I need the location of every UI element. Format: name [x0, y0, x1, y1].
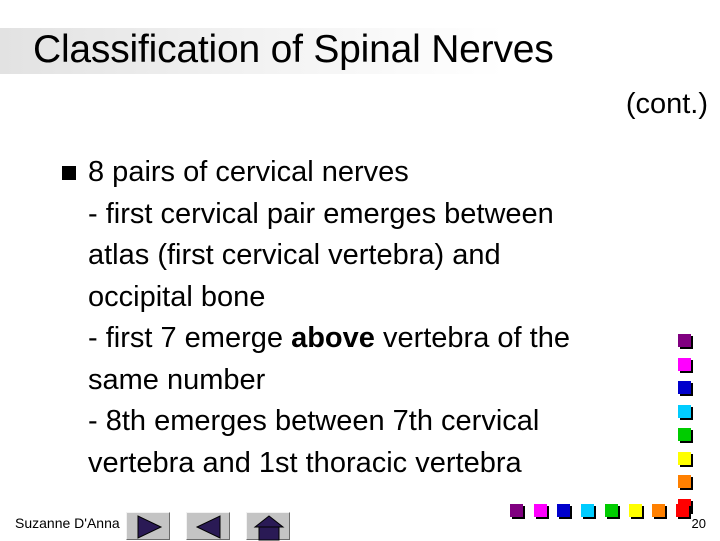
- decor-square: [678, 381, 691, 394]
- decor-square: [676, 504, 689, 517]
- bullet-square-icon: [62, 166, 76, 180]
- bullet-line-8: vertebra and 1st thoracic vertebra: [88, 446, 522, 479]
- slide-title: Classification of Spinal Nerves: [33, 28, 554, 71]
- decor-square: [678, 405, 691, 418]
- page-number: 20: [691, 516, 706, 531]
- bullet-line-2: - first cervical pair emerges between: [88, 197, 554, 230]
- previous-slide-button[interactable]: [186, 512, 230, 540]
- decor-square: [678, 358, 691, 371]
- bullet-line-3: atlas (first cervical vertebra) and: [88, 239, 501, 271]
- play-left-icon: [187, 513, 231, 541]
- bullet-line-4: occipital bone: [88, 280, 266, 313]
- line-5-suffix: vertebra of the: [374, 322, 570, 354]
- decor-square: [678, 475, 691, 488]
- emphasis-above: above: [291, 322, 375, 354]
- decor-square: [534, 504, 547, 517]
- next-slide-button[interactable]: [126, 512, 170, 540]
- decor-square: [678, 428, 691, 441]
- bullet-line-1: 8 pairs of cervical nerves: [88, 156, 409, 188]
- bullet-line-5: [88, 318, 658, 360]
- decor-square: [629, 504, 642, 517]
- decor-square: [678, 452, 691, 465]
- decor-square: [605, 504, 618, 517]
- home-button[interactable]: [246, 512, 290, 540]
- home-icon: [247, 513, 291, 541]
- decor-square: [678, 334, 691, 347]
- bullet-text: [88, 152, 658, 484]
- decor-square: [557, 504, 570, 517]
- decor-square: [652, 504, 665, 517]
- slide-subtitle: (cont.): [625, 88, 708, 120]
- bullet-line-7: - 8th emerges between 7th cervical: [88, 405, 540, 437]
- bullet-line-6: same number: [88, 363, 266, 396]
- play-right-icon: [127, 513, 171, 541]
- footer-author: Suzanne D'Anna: [15, 515, 120, 531]
- decor-square: [510, 504, 523, 517]
- line-5-prefix: - first 7 emerge: [88, 322, 292, 354]
- decor-square: [581, 504, 594, 517]
